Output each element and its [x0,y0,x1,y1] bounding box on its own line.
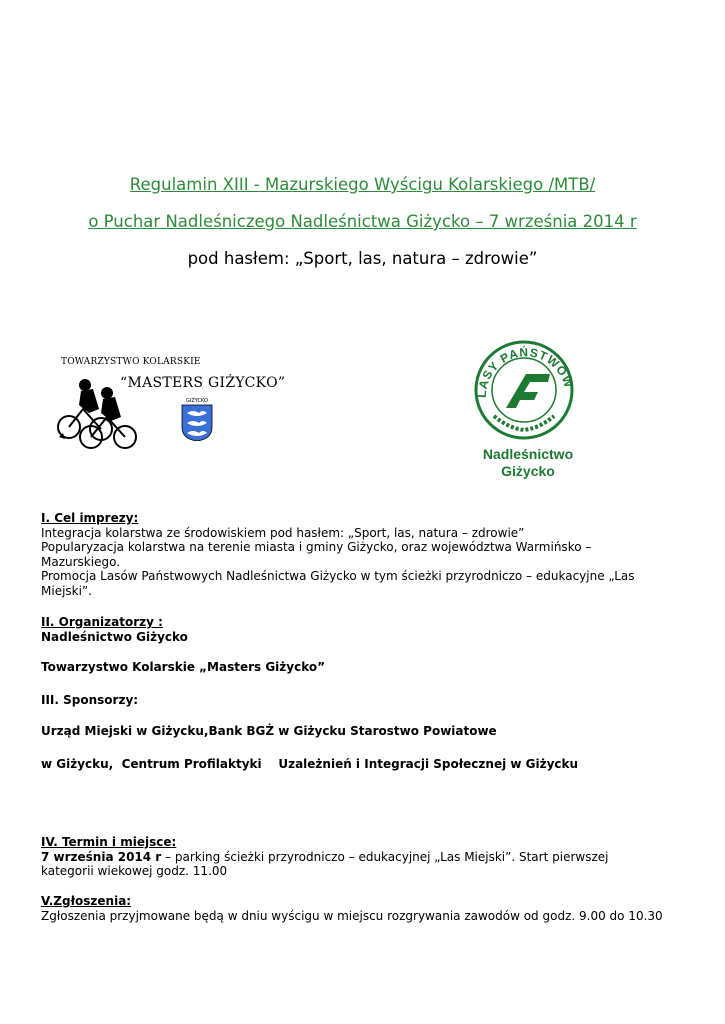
lasy-name-line-1: Nadleśnictwo [482,446,574,462]
section-4-line-2: kategorii wiekowej godz. 11.00 [41,864,228,878]
lasy-panstwowe-emblem-icon [468,340,580,440]
lasy-name [458,446,598,480]
masters-logo-top-text: TOWARZYSTWO KOLARSKIE [61,357,201,367]
title-line-2 [0,212,725,231]
lasy-panstwowe-logo [468,340,580,490]
section-4-line-1 [41,850,691,865]
section-2-heading: II. Organizatorzy : [41,615,163,629]
section-zgloszenia [41,894,691,923]
section-3-line-1: Urząd Miejski w Giżycku,Bank BGŻ w Giżycku Starostwo Powiatowe [41,724,497,738]
section-2-line-2: Towarzystwo Kolarskie „Masters Giżycko” [41,660,325,674]
section-5-line-1: Zgłoszenia przyjmowane będą w dniu wyścigu w miejscu rozgrywania zawodów od godz. 9.00 do 10.30 [41,908,663,923]
title-line-2b: Nadleśniczego Nadleśnictwa Giżycko – 7 września 2014 r [165,212,637,231]
section-cel-imprezy [41,511,691,598]
title-motto: pod hasłem: „Sport, las, natura – zdrowie” [187,249,538,268]
section-3-heading: III. Sponsorzy: [41,693,139,707]
lasy-ring-text: LASY PAŃSTWOW [474,345,577,399]
masters-gizycko-logo [55,355,305,450]
section-1-line-2: Popularyzacja kolarstwa na terenie miasta i gminy Giżycko, oraz województwa Warmińsko – [41,540,592,554]
section-5-heading: V.Zgłoszenia: [41,894,132,908]
event-date: 7 września 2014 r [41,849,162,864]
section-3-line-2: w Giżycku, Centrum Profilaktyki Uzależnień i Integracji Społecznej w Giżycku [41,757,579,771]
title-line-1: Regulamin XIII - Mazurskiego Wyścigu Kolarskiego /MTB/ [129,175,596,194]
section-2-line-1: Nadleśnictwo Giżycko [41,629,188,644]
lasy-name-line-2: Giżycko [501,463,555,479]
section-termin [41,835,691,879]
gizycko-crest-icon [181,397,213,441]
section-4-line-1-text: – parking ścieżki przyrodniczo – edukacyjnej „Las Miejski”. Start pierwszej [161,849,609,864]
section-4-heading: IV. Termin i miejsce: [41,835,177,849]
section-1-line-1: Integracja kolarstwa ze środowiskiem pod hasłem: „Sport, las, natura – zdrowie” [41,525,525,540]
section-1-line-4: Promocja Lasów Państwowych Nadleśnictwa Giżycko w tym ścieżki przyrodniczo – edukacyjne „Las [41,569,635,583]
section-1-line-3: Mazurskiego. [41,554,121,569]
crest-text: GIŻYCKO [186,398,208,404]
title-line-2a: o Puchar [88,212,166,231]
section-1-line-5: Miejski”. [41,583,92,598]
masters-logo-name: “MASTERS GIŻYCKO” [120,375,286,391]
section-organizatorzy [41,615,691,644]
section-1-heading: I. Cel imprezy: [41,511,139,525]
